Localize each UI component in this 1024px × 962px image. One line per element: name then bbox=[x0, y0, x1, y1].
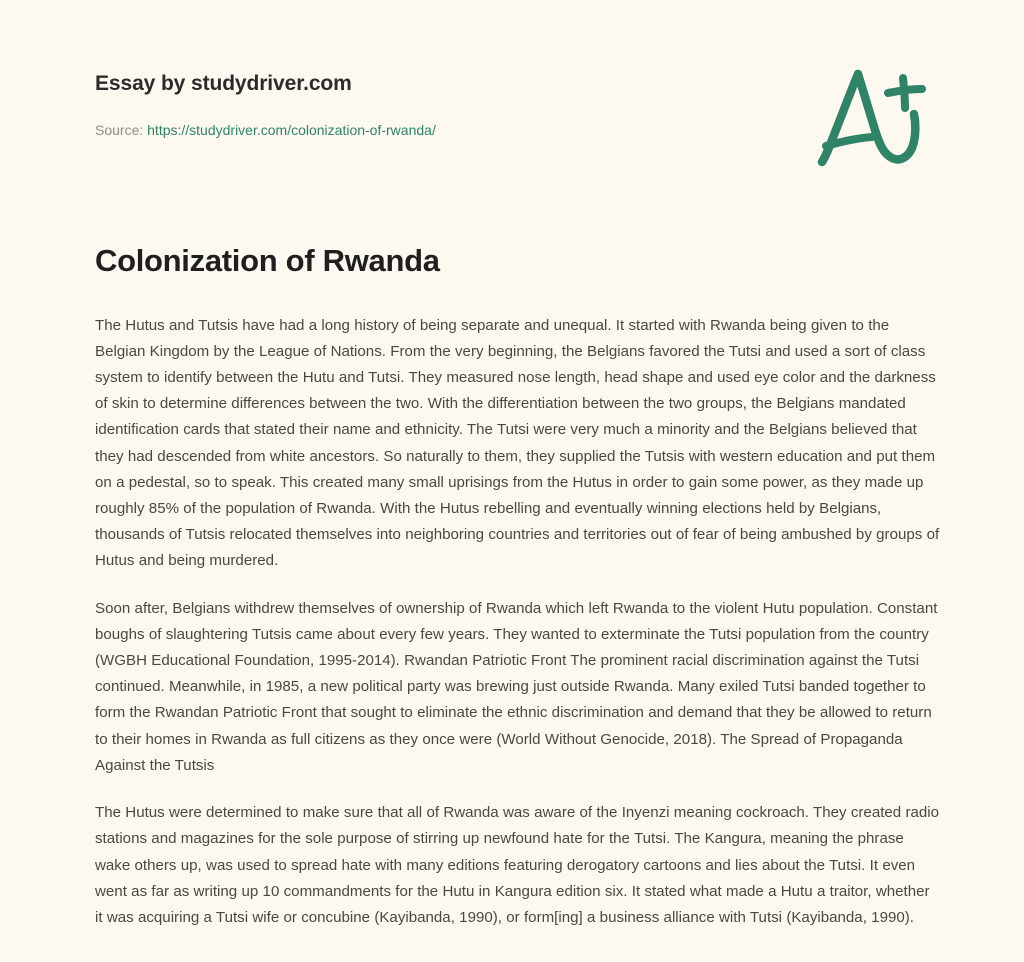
source-row bbox=[95, 122, 436, 139]
article-paragraph: The Hutus were determined to make sure that all of Rwanda was aware of the Inyenzi meaning cockroach. They created radio stations and magazines for the sole purpose of stirring up newfound hate for the Tutsi. The Kangura, meaning the phrase wake others up, was used to spread hate with many editions featuring derogatory cartoons and lies about the Tutsi. It even went as far as writing up 10 commandments for the Hutu in Kangura edition six. It stated what made a Hutu a traitor, whether it was acquiring a Tutsi wife or concubine (Kayibanda, 1990), or form[ing] a business alliance with Tutsi (Kayibanda, 1990). bbox=[95, 804, 940, 926]
a-plus-logo-icon bbox=[800, 58, 940, 176]
article bbox=[95, 243, 940, 931]
article-paragraph: Soon after, Belgians withdrew themselves of ownership of Rwanda which left Rwanda to the violent Hutu population. Constant boughs of slaughtering Tutsis came about every few years. They wanted to exterminate the Tutsi population from the country (WGBH Educational Foundation, 1995-2014). Rwandan Patriotic Front The prominent racial discrimination against the Tutsi continued. Meanwhile, in 1985, a new political party was brewing just outside Rwanda. Many exiled Tutsi banded together to form the Rwandan Patriotic Front that sought to eliminate the ethnic discrimination and demand that they be allowed to return to their homes in Rwanda as full citizens as they once were (World Without Genocide, 2018). The Spread of Propaganda Against the Tutsis bbox=[95, 599, 938, 774]
source-url-link[interactable]: https://studydriver.com/colonization-of-rwanda/ bbox=[147, 122, 436, 138]
page-title: Colonization of Rwanda bbox=[95, 243, 440, 278]
page-header bbox=[0, 0, 1024, 190]
byline: Essay by studydriver.com bbox=[95, 72, 352, 95]
a-plus-logo[interactable] bbox=[800, 58, 940, 176]
article-paragraph: The Hutus and Tutsis have had a long history of being separate and unequal. It started with Rwanda being given to the Belgian Kingdom by the League of Nations. From the very beginning, the Belgians favored the Tutsi and used a sort of class system to identify between the Hutu and Tutsi. They measured nose length, head shape and used eye color and the darkness of skin to determine differences between the two. With the differentiation between the two groups, the Belgians mandated identification cards that stated their name and ethnicity. The Tutsi were very much a minority and the Belgians believed that they had descended from white ancestors. So naturally to them, they supplied the Tutsis with western education and put them on a pedestal, so to speak. This created many small uprisings from the Hutus in order to gain some power, as they made up roughly 85% of the population of Rwanda. With the Hutus rebelling and eventually winning elections held by Belgians, thousands of Tutsis relocated themselves into neighboring countries and territories out of fear of being ambushed by groups of Hutus and being murdered. bbox=[95, 316, 940, 570]
source-label: Source: bbox=[95, 122, 144, 138]
article-body bbox=[95, 313, 940, 931]
